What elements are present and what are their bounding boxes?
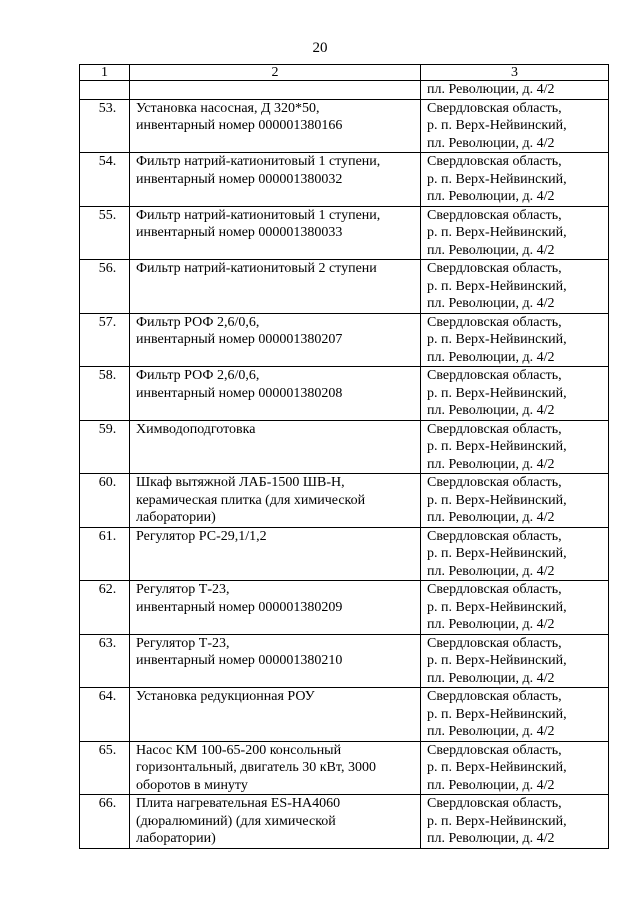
item-name-line: керамическая плитка (для химической	[136, 492, 366, 508]
item-name-line: Фильтр РОФ 2,6/0,6,	[136, 368, 260, 383]
address-line: пл. Революции, д. 4/2	[427, 563, 555, 579]
item-name-line: инвентарный номер 000001380032	[136, 171, 343, 187]
item-name-line: Плита нагревательная ES-HA4060	[136, 796, 341, 811]
row-number: 57.	[80, 313, 130, 367]
row-number: 66.	[80, 795, 130, 849]
item-name-cell	[130, 795, 421, 849]
address-line: р. п. Верх-Нейвинский,	[427, 599, 567, 615]
item-name-cell	[130, 99, 421, 153]
address-line: р. п. Верх-Нейвинский,	[427, 813, 567, 829]
item-name-line: Регулятор РС-29,1/1,2	[136, 528, 267, 544]
item-name-line: (дюралюминий) (для химической	[136, 813, 336, 829]
address-line: Свердловская область,	[427, 207, 562, 223]
row-number: 55.	[80, 206, 130, 260]
row-number: 53.	[80, 99, 130, 153]
table-row	[80, 741, 609, 795]
address-line: пл. Революции, д. 4/2	[427, 242, 555, 258]
address-line: р. п. Верх-Нейвинский,	[427, 653, 567, 668]
column-header-1: 1	[80, 65, 130, 81]
carry-over-name-cell	[130, 81, 421, 100]
address-line: Свердловская область,	[427, 261, 562, 276]
item-name-line: Химводоподготовка	[136, 421, 256, 437]
item-name-line: лаборатории)	[136, 831, 216, 846]
item-name-line: оборотов в минуту	[136, 777, 248, 793]
address-line: Свердловская область,	[427, 368, 562, 383]
table-row	[80, 581, 609, 635]
item-name-line: инвентарный номер 000001380207	[136, 332, 343, 347]
address-line: р. п. Верх-Нейвинский,	[427, 332, 567, 347]
address-line: Свердловская область,	[427, 742, 562, 758]
address-line: Свердловская область,	[427, 528, 562, 544]
item-name-line: Установка насосная, Д 320*50,	[136, 100, 320, 116]
row-number: 59.	[80, 420, 130, 474]
item-name-line: инвентарный номер 000001380033	[136, 225, 343, 240]
address-cell	[421, 527, 609, 581]
property-table	[79, 64, 609, 849]
row-number: 60.	[80, 474, 130, 528]
carry-over-num-cell	[80, 81, 130, 100]
address-line: пл. Революции, д. 4/2	[427, 349, 555, 365]
item-name-cell	[130, 634, 421, 688]
address-cell	[421, 367, 609, 421]
address-cell	[421, 474, 609, 528]
carry-over-address-cell: пл. Революции, д. 4/2	[421, 81, 609, 100]
address-line: р. п. Верх-Нейвинский,	[427, 118, 567, 133]
table-row	[80, 260, 609, 314]
address-line: Свердловская область,	[427, 796, 562, 811]
row-number: 58.	[80, 367, 130, 421]
item-name-line: Регулятор Т-23,	[136, 582, 230, 597]
item-name-line: Установка редукционная РОУ	[136, 689, 315, 704]
item-name-cell	[130, 153, 421, 207]
address-cell	[421, 313, 609, 367]
address-line: Свердловская область,	[427, 582, 562, 597]
header-row	[80, 65, 609, 81]
address-line: пл. Революции, д. 4/2	[427, 831, 555, 846]
address-cell	[421, 420, 609, 474]
table-row	[80, 99, 609, 153]
address-line: р. п. Верх-Нейвинский,	[427, 492, 567, 508]
address-line: р. п. Верх-Нейвинский,	[427, 760, 567, 775]
address-line: р. п. Верх-Нейвинский,	[427, 278, 567, 294]
item-name-line: инвентарный номер 000001380210	[136, 653, 343, 668]
address-line: р. п. Верх-Нейвинский,	[427, 171, 567, 187]
page-number: 20	[312, 40, 328, 56]
address-line: Свердловская область,	[427, 100, 562, 116]
address-cell	[421, 99, 609, 153]
address-line: пл. Революции, д. 4/2	[427, 777, 555, 793]
item-name-cell	[130, 260, 421, 314]
item-name-line: Фильтр РОФ 2,6/0,6,	[136, 314, 260, 330]
address-line: пл. Революции, д. 4/2	[427, 617, 555, 632]
address-line: Свердловская область,	[427, 689, 562, 704]
table-row	[80, 153, 609, 207]
item-name-cell	[130, 420, 421, 474]
address-line: Свердловская область,	[427, 314, 562, 330]
address-cell	[421, 688, 609, 742]
table-row	[80, 634, 609, 688]
item-name-line: Фильтр натрий-катионитовый 1 ступени,	[136, 154, 381, 169]
table-row	[80, 420, 609, 474]
row-number: 62.	[80, 581, 130, 635]
row-number: 64.	[80, 688, 130, 742]
item-name-cell	[130, 206, 421, 260]
address-line: Свердловская область,	[427, 421, 562, 437]
table-row	[80, 206, 609, 260]
address-line: пл. Революции, д. 4/2	[427, 724, 555, 739]
address-line: пл. Революции, д. 4/2	[427, 189, 555, 204]
item-name-line: горизонтальный, двигатель 30 кВт, 3000	[136, 760, 376, 775]
item-name-line: Фильтр натрий-катионитовый 2 ступени	[136, 261, 377, 276]
address-cell	[421, 795, 609, 849]
address-line: пл. Революции, д. 4/2	[427, 135, 555, 151]
address-line: пл. Революции, д. 4/2	[427, 510, 555, 525]
address-line: Свердловская область,	[427, 635, 562, 651]
address-cell	[421, 634, 609, 688]
address-line: р. п. Верх-Нейвинский,	[427, 385, 567, 401]
column-header-2: 2	[130, 65, 421, 81]
table-row	[80, 367, 609, 421]
item-name-line: Шкаф вытяжной ЛАБ-1500 ШВ-Н,	[136, 475, 345, 490]
item-name-cell	[130, 741, 421, 795]
carry-over-row	[80, 81, 609, 100]
table-row	[80, 795, 609, 849]
row-number: 56.	[80, 260, 130, 314]
item-name-line: Регулятор Т-23,	[136, 635, 230, 651]
item-name-cell	[130, 367, 421, 421]
address-line: пл. Революции, д. 4/2	[427, 456, 555, 472]
table-row	[80, 688, 609, 742]
table-row	[80, 474, 609, 528]
address-cell	[421, 153, 609, 207]
row-number: 65.	[80, 741, 130, 795]
item-name-line: лаборатории)	[136, 510, 216, 525]
item-name-cell	[130, 527, 421, 581]
address-line: пл. Революции, д. 4/2	[427, 670, 555, 686]
address-cell	[421, 260, 609, 314]
address-line: Свердловская область,	[427, 475, 562, 490]
row-number: 63.	[80, 634, 130, 688]
address-line: р. п. Верх-Нейвинский,	[427, 225, 567, 240]
item-name-line: Фильтр натрий-катионитовый 1 ступени,	[136, 207, 381, 223]
item-name-cell	[130, 474, 421, 528]
item-name-line: Насос КМ 100-65-200 консольный	[136, 742, 342, 758]
table-row	[80, 527, 609, 581]
address-cell	[421, 206, 609, 260]
address-line: р. п. Верх-Нейвинский,	[427, 439, 567, 454]
address-cell	[421, 581, 609, 635]
table-row	[80, 313, 609, 367]
row-number: 54.	[80, 153, 130, 207]
item-name-cell	[130, 581, 421, 635]
address-cell	[421, 741, 609, 795]
item-name-cell	[130, 313, 421, 367]
item-name-line: инвентарный номер 000001380166	[136, 118, 343, 133]
item-name-line: инвентарный номер 000001380208	[136, 385, 343, 401]
address-line: пл. Революции, д. 4/2	[427, 403, 555, 418]
address-line: Свердловская область,	[427, 154, 562, 169]
address-line: р. п. Верх-Нейвинский,	[427, 706, 567, 722]
row-number: 61.	[80, 527, 130, 581]
item-name-line: инвентарный номер 000001380209	[136, 599, 343, 615]
column-header-3: 3	[421, 65, 609, 81]
item-name-cell	[130, 688, 421, 742]
address-line: р. п. Верх-Нейвинский,	[427, 546, 567, 561]
address-line: пл. Революции, д. 4/2	[427, 296, 555, 311]
